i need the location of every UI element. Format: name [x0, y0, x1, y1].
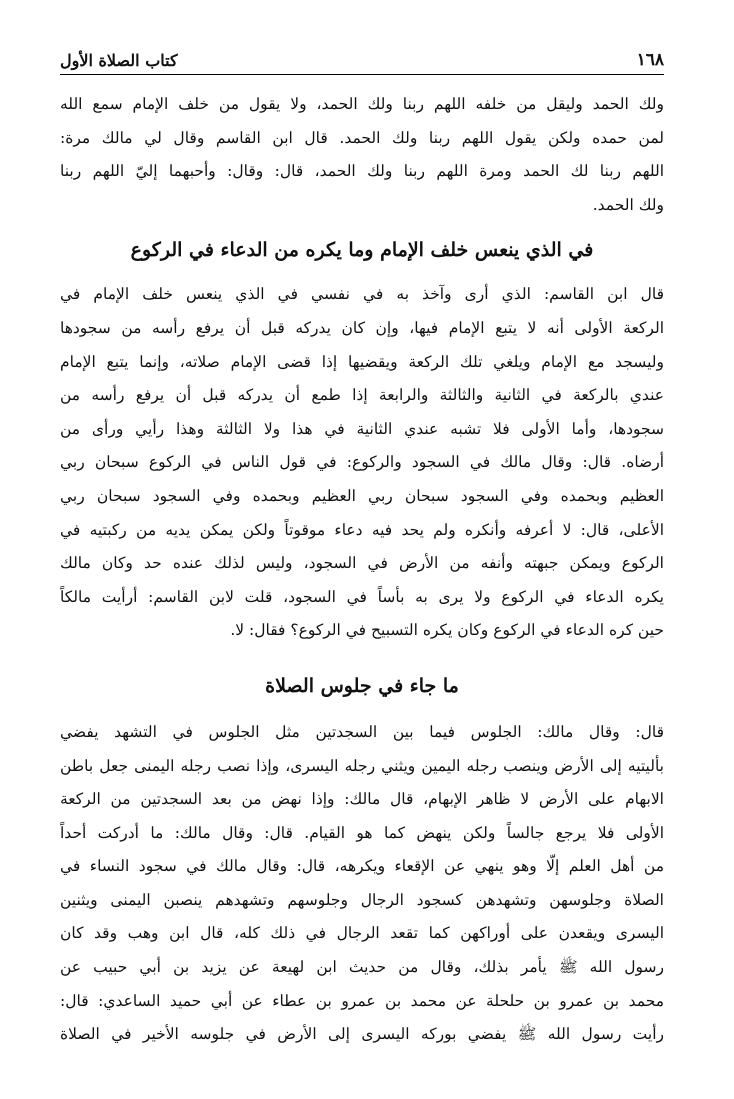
text-line: الأولى فلا يرجع جالساً ولكن ينهض كما هو القيام. قال: وقال مالك: ما أدركت أحداً: [60, 823, 664, 842]
text-line: رأيت رسول الله ﷺ يفضي بوركه اليسرى إلى الأرض في جلوسه الأخير في الصلاة: [60, 1025, 664, 1044]
text-line: الابهام على الأرض لا ظاهر الإبهام، قال مالك: وإذا نهض من بعد السجدتين من الركعة: [60, 790, 664, 809]
text-line: قال: وقال مالك: الجلوس فيما بين السجدتين مثل الجلوس في التشهد يفضي: [60, 722, 664, 741]
text-line: اليسرى ويقعدن على أوراكهن كما تقعد الرجال في ذلك كله، قال ابن وهب وقد كان: [60, 924, 664, 943]
text-line: الركوع ويمكن جبهته وأنفه من الأرض في السجود، وليس لذلك عنده حد وكان مالك: [60, 554, 664, 573]
text-line: وليسجد مع الإمام ويلغي تلك الركعة ويقضيها إذا قضى الإمام صلاته، وإنما يتبع الإمام: [60, 352, 664, 371]
text-line: سجودها، وأما الأولى فلا تشبه عندي الثانية في هذا ولا الثالثة وهذا رأيي ورأى من: [60, 419, 664, 438]
page-body: [60, 88, 664, 1052]
running-header: [60, 44, 664, 75]
text-line: لمن حمده ولكن يقول اللهم ربنا ولك الحمد. قال ابن القاسم وقال لي مالك مرة:: [60, 128, 664, 147]
text-line: ولك الحمد وليقل من خلفه اللهم ربنا ولك الحمد، ولا يقول من خلف الإمام سمع الله: [60, 95, 664, 113]
text-line: أرضاه. قال: وقال مالك في السجود والركوع: في قول الناس في الركوع سبحان ربي: [60, 453, 664, 472]
text-line: ولك الحمد.: [592, 195, 664, 214]
paragraph-sitting: [60, 716, 664, 1052]
text-line: الصلاة وجلوسهن وتشهدهن كسجود الرجال وجلوسهم وتشهدهم ينصبن اليمنى ويثنين: [60, 890, 664, 909]
text-line: رسول الله ﷺ يأمر بذلك، وقال من حديث ابن لهيعة عن يزيد بن أبي حبيب عن: [60, 958, 664, 977]
text-line: الأعلى، قال: لا أعرفه وأنكره ولم يحد فيه دعاء موقوتاً ولكن يمكن يديه من ركبتيه في: [60, 520, 664, 539]
book-title: كتاب الصلاة الأول: [60, 51, 178, 70]
paragraph-dozing: [60, 278, 664, 648]
page-number: ١٦٨: [636, 50, 664, 70]
text-line: يكره الدعاء في الركوع ولا يرى به بأساً في السجود، قلت لابن القاسم: أرأيت مالكاً: [60, 587, 664, 606]
text-line: محمد بن عمرو بن حلحلة عن محمد بن عمرو بن عطاء عن أبي حميد الساعدي: قال:: [60, 991, 664, 1010]
text-line: العظيم وبحمده وفي السجود سبحان ربي العظيم وبحمده وفي السجود سبحان ربي: [60, 486, 664, 505]
text-line: قال ابن القاسم: الذي أرى وآخذ به في نفسي في الذي ينعس خلف الإمام في: [60, 285, 664, 304]
text-line: اللهم ربنا لك الحمد ومرة اللهم ربنا ولك الحمد، قال: وقال: وأحبهما إليّ اللهم ربنا: [60, 162, 664, 181]
section-heading-dozing: في الذي ينعس خلف الإمام وما يكره من الدعاء في الركوع: [130, 239, 594, 262]
text-line: من أهل العلم إلّا وهو ينهي عن الإقعاء ويكرهه، قال: وقال مالك في سجود النساء في: [60, 857, 664, 876]
paragraph-opening: [60, 88, 664, 222]
text-line: عندي بالركعة في الثانية والثالثة والرابعة إذا طمع أن يدركه قبل أن يرفع رأسه من: [60, 386, 664, 405]
text-line: الركعة الأولى أنه لا يتبع الإمام فيها، وإن كان يدركه قبل أن يرفع رأسه من سجودها: [60, 318, 664, 337]
text-line: حين كره الدعاء في الركوع وكان يكره التسبيح في الركوع؟ فقال: لا.: [230, 621, 664, 640]
text-line: بأليتيه إلى الأرض وينصب رجله اليمين ويثني رجله اليسرى، وإذا نصب رجله اليمنى جعل باطن: [60, 756, 664, 775]
section-heading-sitting: ما جاء في جلوس الصلاة: [265, 674, 459, 697]
